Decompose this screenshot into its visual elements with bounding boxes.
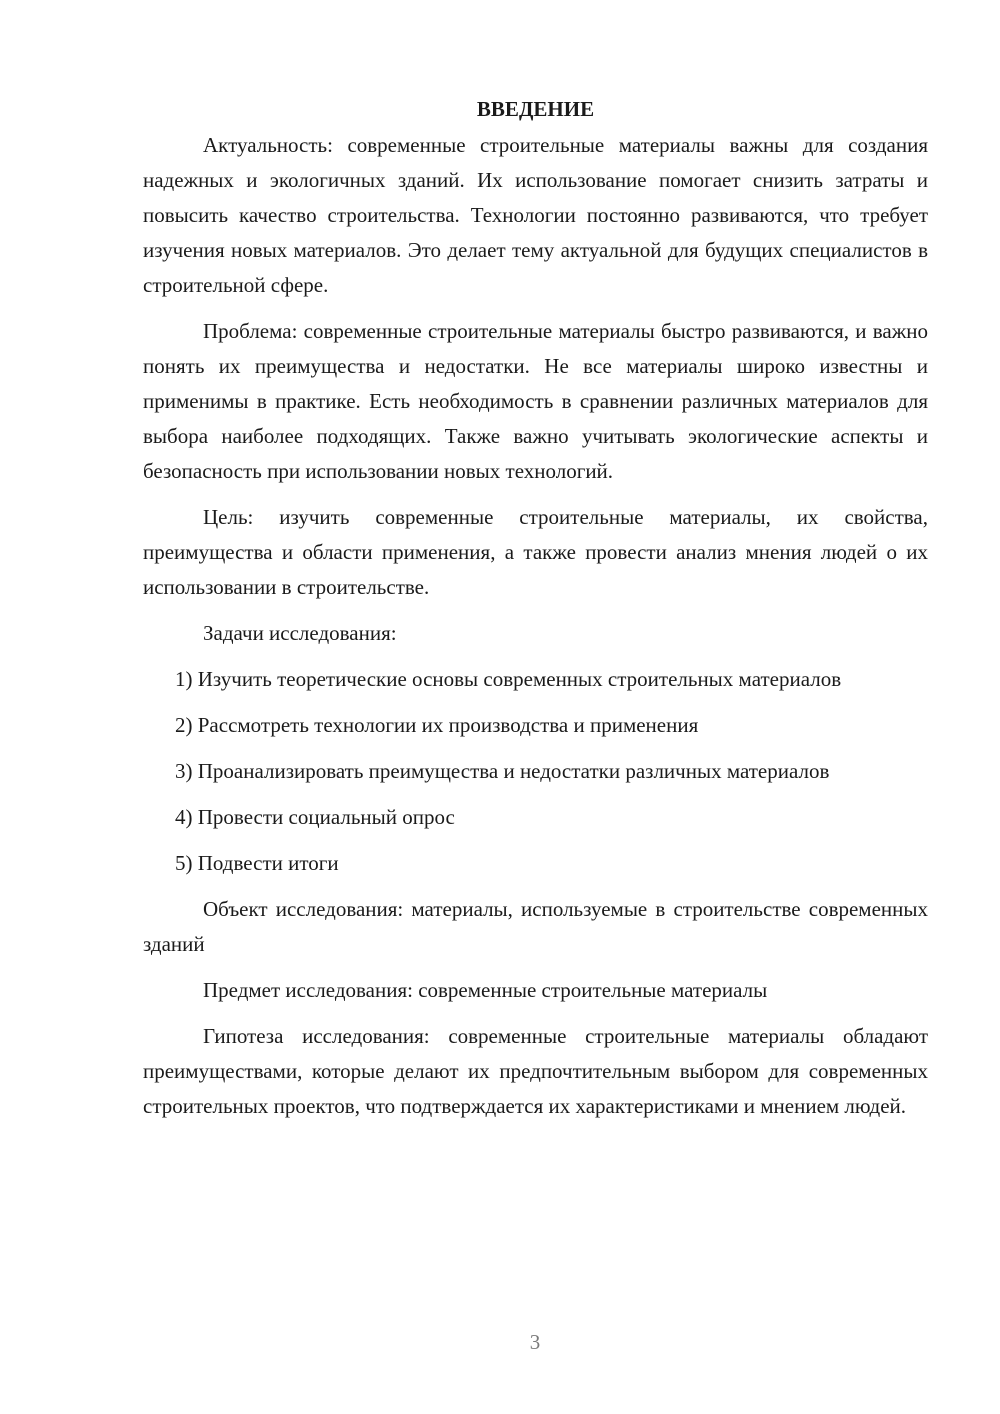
paragraph-object: Объект исследования: материалы, используемые в строительстве современных зданий — [143, 897, 928, 956]
paragraph-goal: Цель: изучить современные строительные материалы, их свойства, преимущества и области применения, а также провести анализ мнения людей о их использовании в строительстве. — [143, 505, 928, 599]
paragraph-tasks-heading: Задачи исследования: — [203, 621, 397, 645]
document-page — [143, 92, 928, 1135]
paragraph-problem: Проблема: современные строительные материалы быстро развиваются, и важно понять их преимущества и недостатки. Не все материалы широко известны и применимы в практике. Есть необходимость в сравнении различных материалов для выбора наиболее подходящих. Также важно учитывать экологические аспекты и безопасность при использовании новых технологий. — [143, 319, 928, 483]
task-item-1: 1) Изучить теоретические основы современных строительных материалов — [175, 667, 842, 691]
paragraph-relevance: Актуальность: современные строительные материалы важны для создания надежных и экологичных зданий. Их использование помогает снизить затраты и повысить качество строительства. Технологии постоянно развиваются, что требует изучения новых материалов. Это делает тему актуальной для будущих специалистов в строительной сфере. — [143, 133, 928, 297]
page-number: 3 — [529, 1330, 541, 1354]
task-item-3: 3) Проанализировать преимущества и недостатки различных материалов — [175, 759, 830, 783]
task-item-4: 4) Провести социальный опрос — [175, 805, 455, 829]
task-item-5: 5) Подвести итоги — [175, 851, 339, 875]
section-title: ВВЕДЕНИЕ — [476, 97, 595, 121]
paragraph-hypothesis: Гипотеза исследования: современные строительные материалы обладают преимуществами, которые делают их предпочтительным выбором для современных строительных проектов, что подтверждается их характеристиками и мнением людей. — [143, 1024, 928, 1118]
paragraph-subject: Предмет исследования: современные строительные материалы — [203, 978, 768, 1002]
task-item-2: 2) Рассмотреть технологии их производства и применения — [175, 713, 699, 737]
